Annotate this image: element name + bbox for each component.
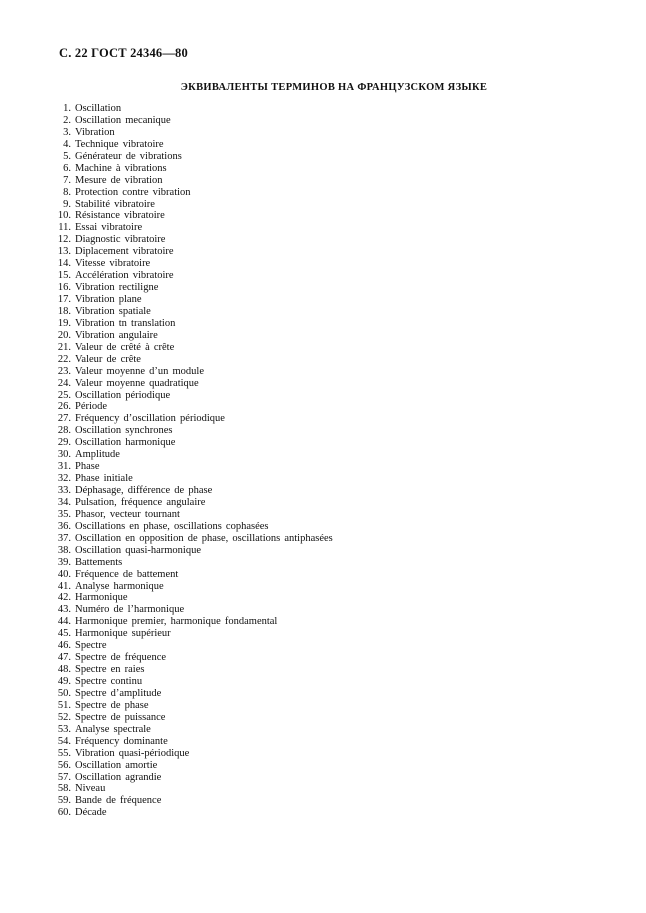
term-item bbox=[57, 760, 333, 772]
term-text: Phase bbox=[75, 461, 100, 473]
term-item bbox=[57, 282, 333, 294]
term-item bbox=[57, 700, 333, 712]
term-item bbox=[57, 581, 333, 593]
term-number: 4. bbox=[63, 138, 71, 150]
term-text: Harmonique premier, harmonique fondamental bbox=[75, 616, 278, 628]
term-item bbox=[57, 748, 333, 760]
term-number: 52. bbox=[57, 711, 71, 723]
term-number: 16. bbox=[57, 282, 71, 294]
term-number: 47. bbox=[57, 652, 71, 664]
term-number: 40. bbox=[57, 568, 71, 580]
term-item bbox=[57, 378, 333, 390]
term-text: Harmonique bbox=[75, 592, 128, 604]
term-number: 27. bbox=[57, 413, 71, 425]
term-item bbox=[57, 401, 333, 413]
term-text: Période bbox=[75, 401, 108, 413]
term-item bbox=[57, 354, 333, 366]
term-item bbox=[57, 366, 333, 378]
term-text: Fréquence de battement bbox=[75, 568, 179, 580]
term-number: 50. bbox=[57, 687, 71, 699]
term-text: Fréquency d’oscillation périodique bbox=[75, 413, 225, 425]
term-number: 20. bbox=[57, 329, 71, 341]
term-item bbox=[57, 712, 333, 724]
term-number: 15. bbox=[57, 270, 71, 282]
term-item bbox=[57, 342, 333, 354]
term-number: 22. bbox=[57, 353, 71, 365]
term-text: Oscillation bbox=[75, 103, 122, 114]
term-item bbox=[57, 604, 333, 616]
term-item bbox=[57, 485, 333, 497]
term-text: Vibration bbox=[75, 126, 115, 138]
term-text: Vibration angulaire bbox=[75, 329, 158, 341]
term-text: Harmonique supérieur bbox=[75, 628, 171, 640]
term-text: Oscillation agrandie bbox=[75, 771, 162, 783]
term-number: 23. bbox=[57, 365, 71, 377]
term-list bbox=[57, 103, 333, 819]
term-number: 41. bbox=[57, 580, 71, 592]
term-number: 3. bbox=[63, 126, 71, 138]
term-text: Fréquency dominante bbox=[75, 735, 168, 747]
term-text: Oscillation mecanique bbox=[75, 114, 171, 126]
term-text: Vibration quasi-périodique bbox=[75, 747, 190, 759]
term-text: Analyse harmonique bbox=[75, 580, 164, 592]
term-item bbox=[57, 652, 333, 664]
term-number: 57. bbox=[57, 771, 71, 783]
term-number: 49. bbox=[57, 676, 71, 687]
term-item bbox=[57, 509, 333, 521]
term-number: 59. bbox=[57, 795, 71, 807]
term-text: Déphasage, différence de phase bbox=[75, 485, 213, 496]
term-item bbox=[57, 115, 333, 127]
term-number: 25. bbox=[57, 389, 71, 401]
term-item bbox=[57, 688, 333, 700]
term-item bbox=[57, 199, 333, 211]
term-item bbox=[57, 545, 333, 557]
term-item bbox=[57, 473, 333, 485]
term-item bbox=[57, 246, 333, 258]
term-text: Phasor, vecteur tournant bbox=[75, 508, 180, 520]
term-number: 54. bbox=[57, 735, 71, 747]
term-number: 43. bbox=[57, 604, 71, 616]
term-text: Spectre d’amplitude bbox=[75, 687, 162, 699]
term-number: 12. bbox=[57, 234, 71, 246]
term-item bbox=[57, 521, 333, 533]
term-item bbox=[57, 437, 333, 449]
term-item bbox=[57, 103, 333, 115]
term-number: 29. bbox=[57, 437, 71, 449]
term-item bbox=[57, 664, 333, 676]
term-text: Oscillation harmonique bbox=[75, 437, 176, 449]
term-text: Oscillations en phase, oscillations cophasées bbox=[75, 520, 269, 532]
term-text: Niveau bbox=[75, 783, 106, 795]
term-item bbox=[57, 294, 333, 306]
term-text: Mesure de vibration bbox=[75, 174, 163, 186]
term-item bbox=[57, 569, 333, 581]
term-number: 31. bbox=[57, 461, 71, 473]
term-item bbox=[57, 413, 333, 425]
term-item bbox=[57, 795, 333, 807]
term-number: 28. bbox=[57, 425, 71, 437]
term-number: 36. bbox=[57, 520, 71, 532]
term-text: Spectre continu bbox=[75, 676, 143, 687]
term-number: 53. bbox=[57, 723, 71, 735]
term-text: Analyse spectrale bbox=[75, 723, 151, 735]
term-number: 18. bbox=[57, 305, 71, 317]
term-item bbox=[57, 497, 333, 509]
term-text: Vibration rectiligne bbox=[75, 282, 159, 294]
term-number: 37. bbox=[57, 532, 71, 544]
term-item bbox=[57, 640, 333, 652]
term-text: Essai vibratoire bbox=[75, 222, 143, 234]
term-text: Spectre bbox=[75, 640, 107, 652]
term-number: 58. bbox=[57, 783, 71, 795]
term-text: Protection contre vibration bbox=[75, 186, 191, 198]
term-item bbox=[57, 127, 333, 139]
term-item bbox=[57, 425, 333, 437]
term-number: 13. bbox=[57, 246, 71, 258]
term-text: Spectre de fréquence bbox=[75, 652, 167, 664]
term-item bbox=[57, 318, 333, 330]
term-item bbox=[57, 628, 333, 640]
term-text: Valeur de crête bbox=[75, 353, 141, 365]
term-text: Pulsation, fréquence angulaire bbox=[75, 496, 206, 508]
term-item bbox=[57, 330, 333, 342]
term-number: 2. bbox=[63, 114, 71, 126]
term-text: Vibration spatiale bbox=[75, 305, 151, 317]
section-title: ЭКВИВАЛЕНТЫ ТЕРМИНОВ НА ФРАНЦУЗСКОМ ЯЗЫКЕ bbox=[180, 82, 488, 93]
term-number: 34. bbox=[57, 496, 71, 508]
term-text: Technique vibratoire bbox=[75, 138, 164, 150]
term-text: Machine à vibrations bbox=[75, 162, 167, 174]
term-number: 35. bbox=[57, 508, 71, 520]
term-item bbox=[57, 258, 333, 270]
term-item bbox=[57, 390, 333, 402]
term-item bbox=[57, 592, 333, 604]
term-number: 21. bbox=[57, 341, 71, 353]
term-text: Amplitude bbox=[75, 449, 120, 461]
term-text: Générateur de vibrations bbox=[75, 150, 182, 162]
term-text: Résistance vibratoire bbox=[75, 210, 165, 222]
term-item bbox=[57, 616, 333, 628]
term-item bbox=[57, 676, 333, 688]
term-item bbox=[57, 222, 333, 234]
term-text: Oscillation amortie bbox=[75, 759, 158, 771]
term-number: 30. bbox=[57, 449, 71, 461]
term-number: 42. bbox=[57, 592, 71, 604]
term-text: Phase initiale bbox=[75, 473, 133, 485]
term-text: Accélération vibratoire bbox=[75, 270, 174, 282]
term-item bbox=[57, 557, 333, 569]
term-number: 56. bbox=[57, 759, 71, 771]
term-number: 8. bbox=[63, 186, 71, 198]
term-item bbox=[57, 449, 333, 461]
term-text: Vitesse vibratoire bbox=[75, 258, 151, 270]
term-number: 14. bbox=[57, 258, 71, 270]
term-text: Numéro de l’harmonique bbox=[75, 604, 185, 616]
term-number: 32. bbox=[57, 473, 71, 485]
term-text: Spectre en raies bbox=[75, 664, 145, 676]
term-item bbox=[57, 187, 333, 199]
term-number: 6. bbox=[63, 162, 71, 174]
term-text: Oscillation périodique bbox=[75, 389, 171, 401]
term-text: Battements bbox=[75, 556, 123, 568]
term-text: Spectre de phase bbox=[75, 699, 149, 711]
term-item bbox=[57, 306, 333, 318]
term-number: 17. bbox=[57, 294, 71, 305]
term-text: Diagnostic vibratoire bbox=[75, 234, 166, 246]
term-text: Spectre de puissance bbox=[75, 711, 166, 723]
term-number: 7. bbox=[63, 174, 71, 186]
term-number: 48. bbox=[57, 664, 71, 676]
term-number: 24. bbox=[57, 377, 71, 389]
term-text: Vibration plane bbox=[75, 294, 142, 305]
term-text: Valeur moyenne quadratique bbox=[75, 377, 199, 389]
term-number: 38. bbox=[57, 544, 71, 556]
term-number: 26. bbox=[57, 401, 71, 413]
term-number: 44. bbox=[57, 616, 71, 628]
term-number: 10. bbox=[57, 210, 71, 222]
term-item bbox=[57, 210, 333, 222]
term-number: 19. bbox=[57, 317, 71, 329]
term-number: 1. bbox=[63, 103, 71, 114]
term-text: Bande de fréquence bbox=[75, 795, 162, 807]
term-item bbox=[57, 807, 333, 819]
term-text: Oscillation synchrones bbox=[75, 425, 173, 437]
term-number: 46. bbox=[57, 640, 71, 652]
term-number: 51. bbox=[57, 699, 71, 711]
term-text: Valeur moyenne d’un module bbox=[75, 365, 205, 377]
term-text: Oscillation en opposition de phase, oscillations antiphasées bbox=[75, 532, 333, 544]
term-text: Valeur de crêté à crête bbox=[75, 341, 175, 353]
term-number: 5. bbox=[63, 150, 71, 162]
term-item bbox=[57, 151, 333, 163]
term-item bbox=[57, 772, 333, 784]
term-number: 33. bbox=[57, 485, 71, 496]
term-item bbox=[57, 163, 333, 175]
term-item bbox=[57, 175, 333, 187]
term-item bbox=[57, 234, 333, 246]
page-header: С. 22 ГОСТ 24346—80 bbox=[59, 46, 188, 60]
term-number: 45. bbox=[57, 628, 71, 640]
term-text: Décade bbox=[75, 807, 107, 819]
term-item bbox=[57, 533, 333, 545]
term-item bbox=[57, 270, 333, 282]
term-text: Oscillation quasi-harmonique bbox=[75, 544, 202, 556]
term-number: 39. bbox=[57, 556, 71, 568]
term-text: Stabilité vibratoire bbox=[75, 198, 155, 210]
term-item bbox=[57, 724, 333, 736]
term-number: 55. bbox=[57, 747, 71, 759]
term-number: 60. bbox=[57, 807, 71, 819]
term-text: Diplacement vibratoire bbox=[75, 246, 174, 258]
term-text: Vibration tn translation bbox=[75, 317, 176, 329]
term-item bbox=[57, 139, 333, 151]
term-item bbox=[57, 783, 333, 795]
term-item bbox=[57, 461, 333, 473]
term-number: 9. bbox=[63, 198, 71, 210]
term-number: 11. bbox=[58, 222, 71, 234]
term-item bbox=[57, 736, 333, 748]
